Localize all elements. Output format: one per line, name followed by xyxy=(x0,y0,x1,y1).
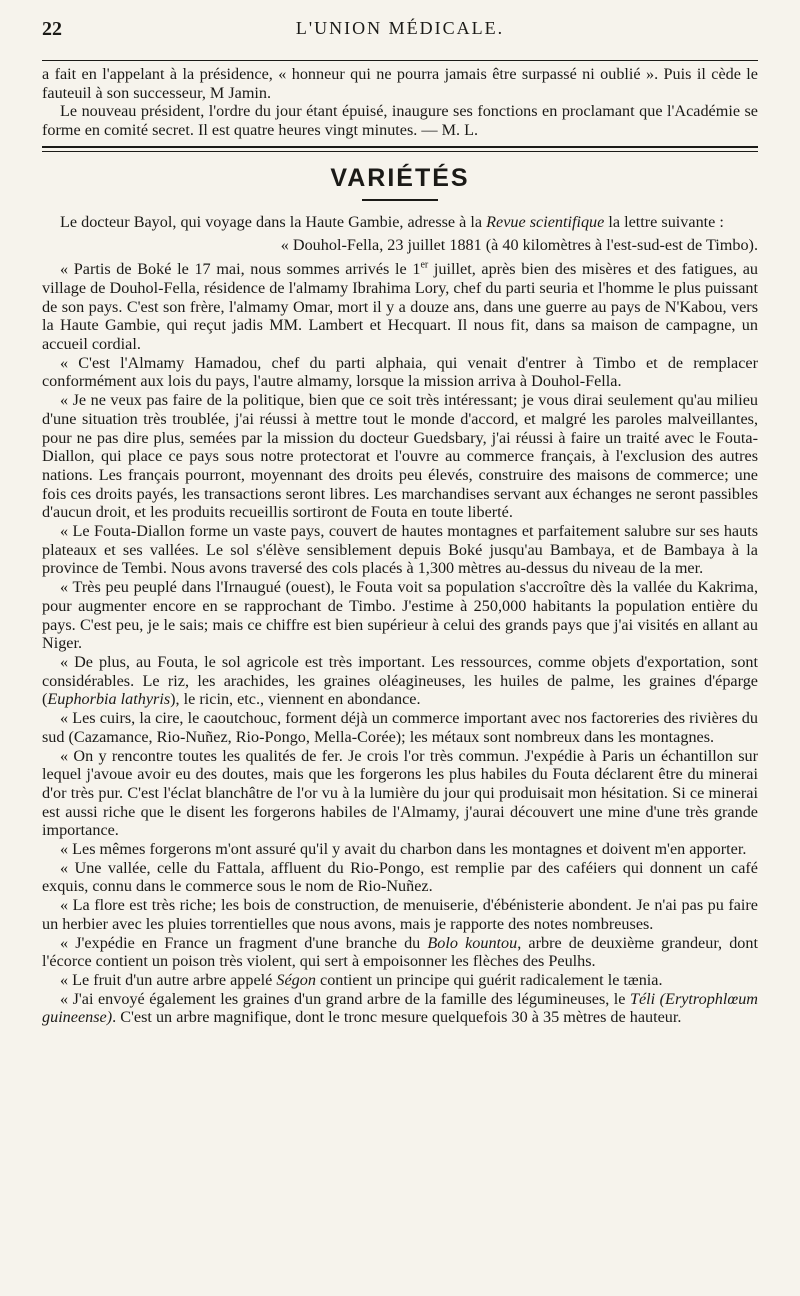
section-divider xyxy=(42,146,758,152)
letter-paragraph: « J'expédie en France un fragment d'une branche du Bolo kountou, arbre de deuxième grandeur, dont l'écorce contient un poison très violent, qui sert à empoisonner les flèches des Peulhs. xyxy=(42,933,758,971)
running-head: L'UNION MÉDICALE. xyxy=(295,18,505,38)
letter-paragraph: « Je ne veux pas faire de la politique, bien que ce soit très intéressant; je vous dirai seulement qu'au milieu d'une situation très troublée, j'ai réussi à mettre tout le monde d'accord, et malgré les paroles malveillantes, pour ne pas dire plus, semées par la mission du docteur Guedsbary, j'ai réussi à faire un traité avec le Fouta-Diallon, qui place ce pays sous notre protectorat et l'ouvre au commerce français, à l'exclusion des autres nations. Les français pourront, moyennant des droits peu élevés, construire des maisons de commerce; une fois ces droits payés, les transactions seront libres. Les marchandises servant aux échanges ne seront passibles d'aucun droit, et les produits recueillis sortiront de Fouta en toute liberté. xyxy=(42,391,758,522)
page-header xyxy=(42,14,758,42)
journal-title: Revue scientifique xyxy=(486,212,605,231)
letter-body xyxy=(42,260,758,1027)
section-lead: Le docteur Bayol, qui voyage dans la Haute Gambie, adresse à la Revue scientifique la lettre suivante : xyxy=(60,212,724,231)
section-title: VARIÉTÉS xyxy=(330,163,470,192)
letter-paragraph: « Partis de Boké le 17 mai, nous sommes arrivés le 1er juillet, après bien des misères et des fatigues, au village de Douhol-Fella, résidence de l'almamy Ibrahima Lory, chef du parti seuria et l'homme le plus puissant de son pays. C'est son frère, l'almamy Omar, mort il y a douze ans, dans une guerre au pays de N'Kabou, vers la Haute Gambie, qui reçut jadis MM. Lambert et Hecquart. Il nous fit, dans sa maison de campagne, un accueil cordial. xyxy=(42,259,758,354)
letter-paragraph: « On y rencontre toutes les qualités de fer. Je crois l'or très commun. J'expédie à Paris un échantillon sur lequel j'avoue avoir eu des doutes, mais que les forgerons les plus habiles du Fouta déclarent être du minerai d'or très pur. C'est l'éclat blanchâtre de l'or vu à la lumière du jour qui produisait mon hésitation. Si ce minerai est aussi riche que le disent les forgerons habiles de l'Almamy, j'aurai découvert une mine d'une très grande importance. xyxy=(42,746,758,840)
title-underline xyxy=(362,199,438,201)
letter-paragraph: « Le fruit d'un autre arbre appelé Ségon contient un principe qui guérit radicalement le tænia. xyxy=(60,970,663,989)
letter-paragraph: « Très peu peuplé dans l'Irnaugué (ouest), le Fouta voit sa population s'accroître dès la vallée du Kakrima, pour augmenter encore en se rapprochant de Timbo. J'estime à 250,000 habitants la population entière du pays. C'est peu, je le sais; mais ce chiffre est bien supérieur à celui des grands pays que j'ai visités en allant au Niger. xyxy=(42,578,758,653)
intro-paragraph-1: a fait en l'appelant à la présidence, « honneur qui ne pourra jamais être surpassé ni oublié ». Puis il cède le fauteuil à son successeur, M Jamin. xyxy=(42,65,758,102)
letter-paragraph: « Les cuirs, la cire, le caoutchouc, forment déjà un commerce important avec nos factoreries des rivières du sud (Cazamance, Rio-Nuñez, Rio-Pongo, Mella-Corée); les métaux sont nombreux dans les montagnes. xyxy=(42,709,758,746)
intro-paragraph-2: Le nouveau président, l'ordre du jour étant épuisé, inaugure ses fonctions en proclamant que l'Académie se forme en comité secret. Il est quatre heures vingt minutes. — M. L. xyxy=(42,102,758,140)
letter-paragraph: « C'est l'Almamy Hamadou, chef du parti alphaia, qui venait d'entrer à Timbo et de remplacer conformément aux lois du pays, l'autre almamy, lorsque la mission arriva à Douhol-Fella. xyxy=(42,353,758,391)
letter-paragraph: « Les mêmes forgerons m'ont assuré qu'il y avait du charbon dans les montagnes et doivent m'en apporter. xyxy=(60,840,747,859)
letter-paragraph: « Le Fouta-Diallon forme un vaste pays, couvert de hautes montagnes et parfaitement salubre sur ses hauts plateaux et ses vallées. Le sol s'élève sensiblement depuis Boké jusqu'au Bambaya, et de Bambaya à la province de Tembi. Nous avons traversé des cols placés à 1,300 mètres au-dessus du niveau de la mer. xyxy=(42,522,758,578)
letter-dateline: « Douhol-Fella, 23 juillet 1881 (à 40 kilomètres à l'est-sud-est de Timbo). xyxy=(280,235,758,254)
letter-paragraph: « De plus, au Fouta, le sol agricole est très important. Les ressources, comme objets d'exportation, sont considérables. Le riz, les arachides, les graines oléagineuses, les huiles de palme, les graines d'éparge (Euphorbia lathyris), le ricin, etc., viennent en abondance. xyxy=(42,652,758,709)
letter-paragraph: « Une vallée, celle du Fattala, affluent du Rio-Pongo, est remplie par des caféiers qui donnent un café exquis, connu dans le commerce sous le nom de Rio-Nuñez. xyxy=(42,858,758,896)
page-number: 22 xyxy=(42,18,62,40)
letter-paragraph: « La flore est très riche; les bois de construction, de menuiserie, d'ébénisterie abondent. Je n'ai pas pu faire un herbier avec les pluies torrentielles que nous avons, mais je rapporte des notes nombreuses. xyxy=(42,896,758,933)
letter-paragraph: « J'ai envoyé également les graines d'un grand arbre de la famille des légumineuses, le Téli (Erytrophlœum guineense). C'est un arbre magnifique, dont le tronc mesure quelquefois 30 à 35 mètres de hauteur. xyxy=(42,989,758,1027)
header-rule xyxy=(42,60,758,61)
